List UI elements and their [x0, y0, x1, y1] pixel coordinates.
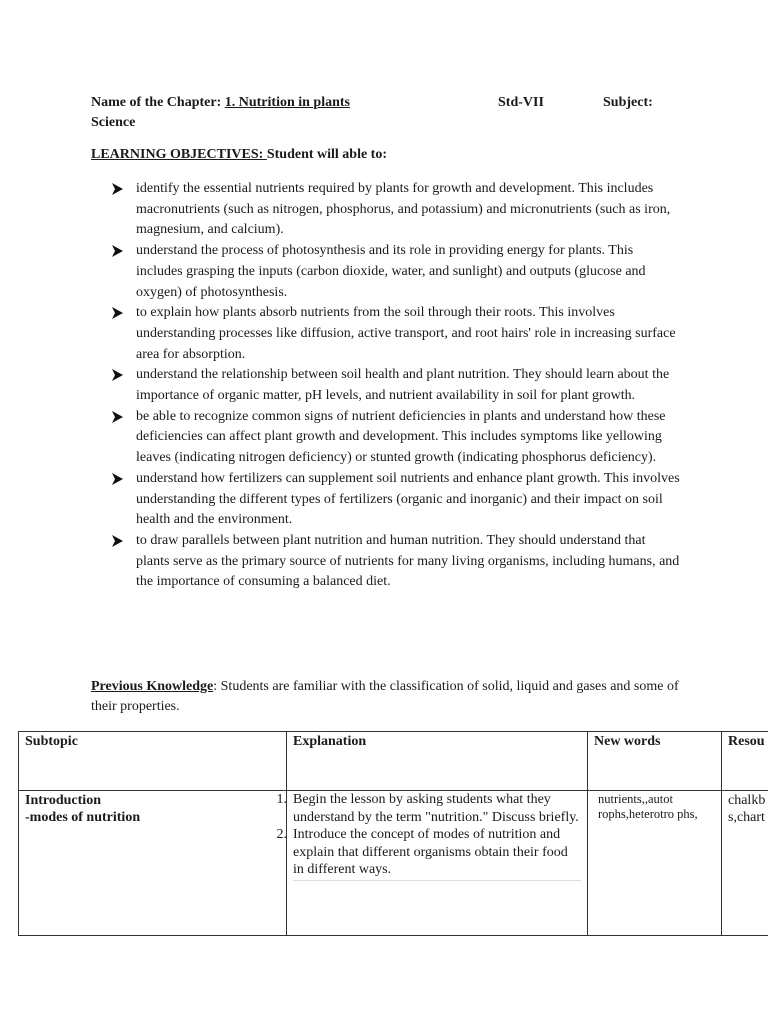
- resources-cell: chalkb s,chart: [722, 791, 768, 936]
- table-row: [19, 791, 768, 936]
- arrow-bullet-icon: [110, 534, 124, 548]
- chapter-name: 1. Nutrition in plants: [224, 95, 350, 110]
- lesson-plan-table: [18, 731, 768, 936]
- explanation-cell: [276, 791, 588, 936]
- standard-label: Std-VII: [498, 95, 544, 110]
- list-item: understand the relationship between soil health and plant nutrition. They should learn about the importance of organic matter, pH levels, and nutrient availability in soil for plant growth.: [110, 365, 680, 406]
- list-item: to draw parallels between plant nutrition and human nutrition. They should understand that plants serve as the primary source of nutrients for many living organisms, including humans, and the importance of consuming a balanced diet.: [110, 531, 680, 593]
- previous-knowledge: [91, 677, 691, 717]
- arrow-bullet-icon: [110, 244, 124, 258]
- arrow-bullet-icon: [110, 410, 124, 424]
- list-item: 2. Introduce the concept of modes of nutrition and explain that different organisms obtain their food in different ways.: [293, 826, 581, 881]
- list-item: understand how fertilizers can supplement soil nutrients and enhance plant growth. This involves understanding the different types of fertilizers (organic and inorganic) and their impact on soil health and the environment.: [110, 469, 680, 531]
- list-item: to explain how plants absorb nutrients from the soil through their roots. This involves understanding processes like diffusion, active transport, and root hairs' role in increasing surface area for absorption.: [110, 303, 680, 365]
- new-words-cell: nutrients,,autot rophs,heterotro phs,: [588, 791, 722, 936]
- subtopic-cell: Introduction -modes of nutrition: [19, 791, 287, 936]
- list-item: identify the essential nutrients required by plants for growth and development. This includes macronutrients (such as nitrogen, phosphorus, and potassium) and micronutrients (such as iron, magnesium, and calcium).: [110, 179, 680, 241]
- list-item: understand the process of photosynthesis and its role in providing energy for plants. This includes grasping the inputs (carbon dioxide, water, and sunlight) and outputs (glucose and oxygen) of photosynthesis.: [110, 241, 680, 303]
- column-header-subtopic: Subtopic: [19, 732, 287, 791]
- arrow-bullet-icon: [110, 472, 124, 486]
- subject-value: Science: [91, 115, 136, 130]
- previous-knowledge-text: : Students are familiar with the classification of solid, liquid and gases and some of their properties.: [91, 679, 679, 714]
- list-item: 1. Begin the lesson by asking students what they understand by the term "nutrition." Discuss briefly.: [276, 792, 579, 825]
- chapter-label: Name of the Chapter: 1. Nutrition in plants: [91, 95, 350, 110]
- list-item: be able to recognize common signs of nutrient deficiencies in plants and understand how these deficiencies can affect plant growth and development. This includes symptoms like yellowing leaves (indicating nitrogen deficiency) or stunted growth (indicating phosphorus deficiency).: [110, 407, 680, 469]
- objectives-list: [110, 179, 680, 593]
- arrow-bullet-icon: [110, 182, 124, 196]
- arrow-bullet-icon: [110, 368, 124, 382]
- column-header-resources: Resou: [722, 732, 768, 791]
- document-header: [91, 93, 751, 133]
- previous-knowledge-label: Previous Knowledge: [91, 679, 214, 694]
- arrow-bullet-icon: [110, 306, 124, 320]
- subject-label: Subject:: [603, 95, 653, 110]
- column-header-new-words: New words: [588, 732, 722, 791]
- learning-objectives-heading: LEARNING OBJECTIVES: Student will able to:: [91, 147, 388, 162]
- column-header-explanation: Explanation: [287, 732, 588, 791]
- table-header-row: [19, 732, 768, 791]
